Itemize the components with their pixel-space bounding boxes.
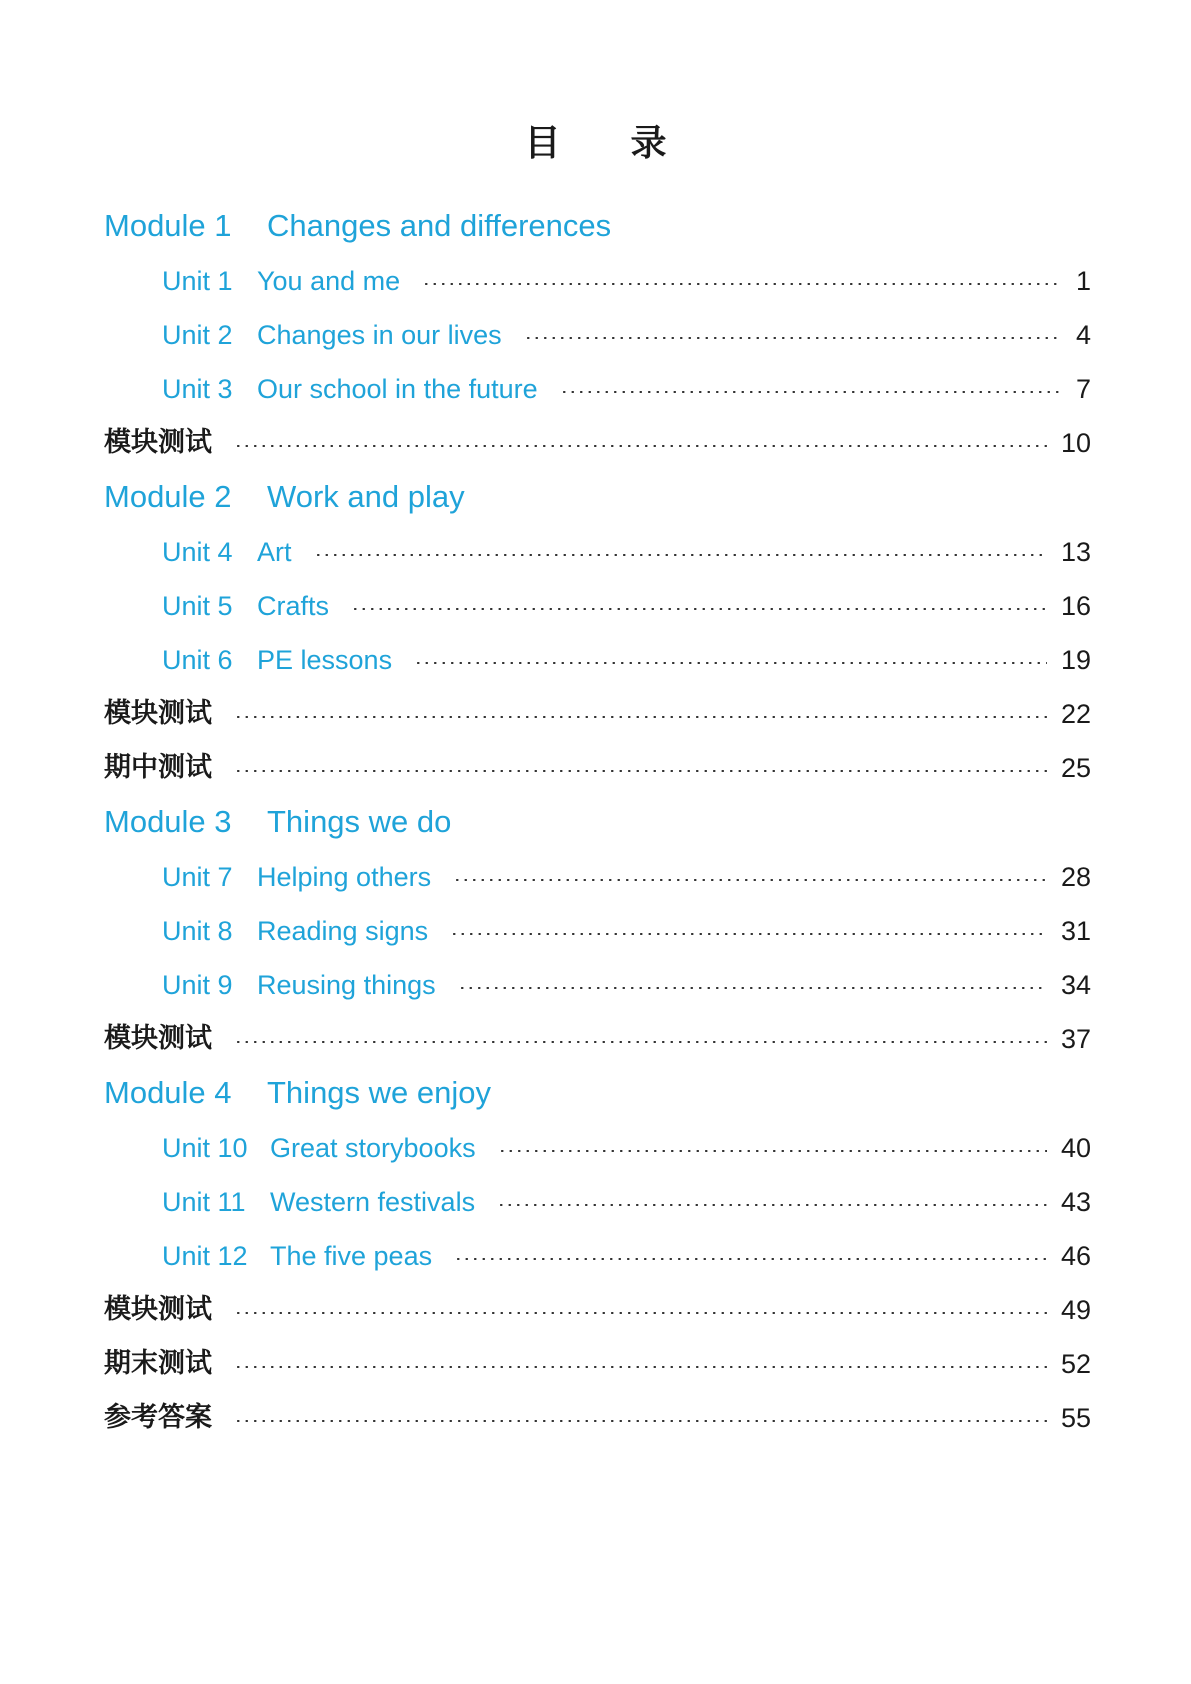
toc-row-unit	[0, 315, 1191, 355]
toc-row-unit	[0, 1182, 1191, 1222]
toc-row-test	[0, 1398, 1191, 1438]
toc-row-test	[0, 1019, 1191, 1059]
page-number: 13	[1060, 537, 1091, 567]
page-number: 1	[1075, 266, 1091, 296]
page-number: 37	[1060, 1024, 1091, 1054]
page-number: 49	[1060, 1295, 1091, 1325]
toc-row-test	[0, 423, 1191, 463]
module-heading	[104, 1073, 492, 1113]
dot-leader	[458, 987, 1047, 989]
toc-row-unit	[0, 911, 1191, 951]
unit-title: The five peas	[270, 1241, 433, 1271]
toc-row-module	[0, 477, 1191, 517]
page-number: 19	[1060, 645, 1091, 675]
toc-row-module	[0, 1073, 1191, 1113]
title-char-left: 目	[524, 123, 561, 164]
unit-title: Reusing things	[257, 970, 436, 1000]
unit-title: Reading signs	[257, 916, 429, 946]
page-number: 25	[1060, 753, 1091, 783]
section-title: 模块测试	[104, 1294, 212, 1325]
page-number: 43	[1060, 1187, 1091, 1217]
unit-title: Crafts	[257, 591, 330, 621]
module-title: Changes and differences	[267, 208, 612, 243]
toc-row-test	[0, 1344, 1191, 1384]
dot-leader	[453, 879, 1047, 881]
dot-leader	[497, 1204, 1047, 1206]
dot-leader	[314, 554, 1047, 556]
page-number: 34	[1060, 970, 1091, 1000]
unit-title: Art	[257, 537, 292, 567]
unit-title: Great storybooks	[270, 1133, 476, 1163]
toc-row-module	[0, 802, 1191, 842]
page-number: 52	[1060, 1349, 1091, 1379]
page-number: 16	[1060, 591, 1091, 621]
module-title: Work and play	[267, 479, 465, 514]
dot-leader	[524, 337, 1062, 339]
page-number: 7	[1075, 374, 1091, 404]
toc-row-unit	[0, 369, 1191, 409]
module-label: Module 4	[104, 1075, 232, 1110]
toc-row-test	[0, 694, 1191, 734]
section-title: 模块测试	[104, 698, 212, 729]
toc-row-unit	[0, 640, 1191, 680]
dot-leader	[234, 1366, 1047, 1368]
unit-label: Unit 3	[162, 374, 233, 404]
page-number: 10	[1060, 428, 1091, 458]
page-number: 22	[1060, 699, 1091, 729]
section-title: 期中测试	[104, 752, 212, 783]
unit-label: Unit 12	[162, 1241, 248, 1271]
dot-leader	[414, 662, 1047, 664]
dot-leader	[234, 445, 1047, 447]
dot-leader	[234, 1420, 1047, 1422]
toc-row-unit	[0, 965, 1191, 1005]
dot-leader	[560, 391, 1062, 393]
page-number: 40	[1060, 1133, 1091, 1163]
dot-leader	[450, 933, 1047, 935]
module-title: Things we enjoy	[267, 1075, 492, 1110]
toc-row-unit	[0, 586, 1191, 626]
page-number: 4	[1075, 320, 1091, 350]
toc-row-module	[0, 206, 1191, 246]
dot-leader	[234, 716, 1047, 718]
unit-title: Helping others	[257, 862, 432, 892]
unit-title: Western festivals	[270, 1187, 476, 1217]
unit-label: Unit 2	[162, 320, 233, 350]
section-title: 模块测试	[104, 427, 212, 458]
dot-leader	[234, 1041, 1047, 1043]
unit-label: Unit 8	[162, 916, 233, 946]
module-heading	[104, 802, 452, 842]
toc-row-test	[0, 1290, 1191, 1330]
toc-row-test	[0, 748, 1191, 788]
module-heading	[104, 477, 465, 517]
unit-label: Unit 6	[162, 645, 233, 675]
section-title: 期末测试	[104, 1348, 212, 1379]
module-label: Module 1	[104, 208, 232, 243]
dot-leader	[422, 283, 1062, 285]
page-number: 55	[1060, 1403, 1091, 1433]
toc-row-unit	[0, 857, 1191, 897]
unit-label: Unit 1	[162, 266, 233, 296]
module-label: Module 3	[104, 804, 232, 839]
dot-leader	[454, 1258, 1047, 1260]
unit-title: PE lessons	[257, 645, 393, 675]
unit-label: Unit 5	[162, 591, 233, 621]
module-label: Module 2	[104, 479, 232, 514]
unit-label: Unit 11	[162, 1187, 246, 1217]
section-title: 模块测试	[104, 1023, 212, 1054]
dot-leader	[351, 608, 1047, 610]
module-title: Things we do	[267, 804, 452, 839]
dot-leader	[498, 1150, 1047, 1152]
toc-row-unit	[0, 532, 1191, 572]
title-char-right: 录	[630, 123, 667, 164]
module-heading	[104, 206, 612, 246]
section-title: 参考答案	[104, 1402, 212, 1433]
toc-row-unit	[0, 1128, 1191, 1168]
unit-label: Unit 7	[162, 862, 233, 892]
dot-leader	[234, 1312, 1047, 1314]
page-number: 31	[1060, 916, 1091, 946]
unit-label: Unit 4	[162, 537, 233, 567]
unit-title: Changes in our lives	[257, 320, 502, 350]
unit-title: Our school in the future	[257, 374, 538, 404]
toc-row-unit	[0, 261, 1191, 301]
unit-label: Unit 10	[162, 1133, 248, 1163]
page-number: 28	[1060, 862, 1091, 892]
page-number: 46	[1060, 1241, 1091, 1271]
unit-label: Unit 9	[162, 970, 233, 1000]
dot-leader	[234, 770, 1047, 772]
unit-title: You and me	[257, 266, 401, 296]
toc-row-unit	[0, 1236, 1191, 1276]
